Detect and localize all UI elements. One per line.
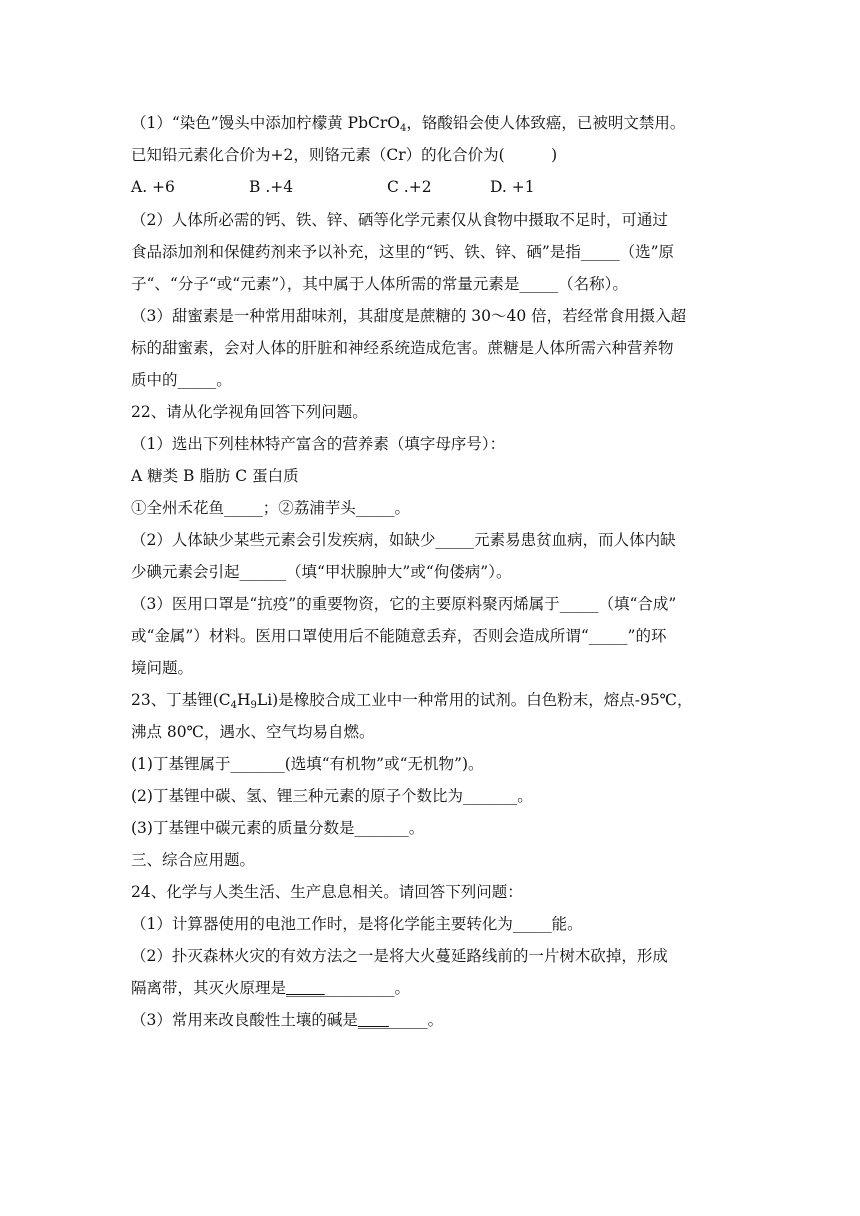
q22-part2-line2: 少碘元素会引起______（填“甲状腺肿大”或“佝偻病”）。 bbox=[131, 563, 512, 581]
q21-part1-text-end: ，铬酸铅会使人体致癌，已被明文禁用。 bbox=[406, 114, 686, 132]
q24-part2-line1: （2）扑灭森林火灾的有效方法之一是将大火蔓延路线前的一片树木砍掉，形成 bbox=[131, 947, 668, 965]
option-c: C .+2 bbox=[387, 178, 432, 196]
q24-part1: （1）计算器使用的电池工作时，是将化学能主要转化为_____能。 bbox=[131, 915, 583, 933]
option-d: D. +1 bbox=[490, 178, 535, 196]
q23-part2: (2)丁基锂中碳、氢、锂三种元素的原子个数比为_______。 bbox=[131, 787, 533, 805]
answer-blank: ____ bbox=[357, 1011, 389, 1029]
q22-part3-line2: 或“金属”）材料。医用口罩使用后不能随意丢弃，否则会造成所谓“_____”的环 bbox=[131, 627, 667, 645]
q23-text-a: 23、丁基锂(C bbox=[131, 691, 231, 709]
q24-part2-text: 隔离带，其灭火原理是 bbox=[131, 979, 287, 997]
q23-line1 bbox=[131, 690, 693, 710]
q22-part1-choices: A 糖类 B 脂肪 C 蛋白质 bbox=[131, 467, 299, 485]
q23-text-b: H bbox=[237, 691, 251, 709]
q21-part3-line2: 标的甜蜜素，会对人体的肝脏和神经系统造成危害。蔗糖是人体所需六种营养物 bbox=[131, 339, 674, 357]
q21-part3-line3: 质中的_____。 bbox=[131, 371, 232, 389]
option-b: B .+4 bbox=[249, 178, 294, 196]
q24-part2-line2 bbox=[131, 978, 410, 998]
section-title: 三、综合应用题。 bbox=[131, 851, 256, 869]
q21-part2-line2: 食品添加剂和保健药剂来予以补充，这里的“钙、铁、锌、硒”是指_____（选”原 bbox=[131, 243, 675, 261]
formula-subscript-c: 4 bbox=[230, 700, 238, 711]
q22-part3-line1: （3）医用口罩是“抗疫”的重要物资，它的主要原料聚丙烯属于_____（填“合成” bbox=[131, 595, 677, 613]
q21-part2-line3: 子“、“分子“或“元素”），其中属于人体所需的常量元素是_____（名称）。 bbox=[131, 275, 628, 293]
q23-line2: 沸点 80℃，遇水、空气均易自燃。 bbox=[131, 723, 375, 741]
option-a: A. +6 bbox=[131, 178, 175, 196]
q22-part2-line1: （2）人体缺少某些元素会引发疾病，如缺少_____元素易患贫血病，而人体内缺 bbox=[131, 531, 676, 549]
formula-subscript: 4 bbox=[399, 123, 407, 134]
answer-blank: _____ bbox=[286, 979, 325, 997]
q24-part2-text-end: _________。 bbox=[324, 979, 411, 997]
q22-part1-line1: （1）选出下列桂林特产富含的营养素（填字母序号）： bbox=[131, 435, 506, 453]
q22-title: 22、请从化学视角回答下列问题。 bbox=[131, 403, 368, 421]
q23-text-c: Li)是橡胶合成工业中一种常用的试剂。白色粉末，熔点-95℃， bbox=[256, 691, 693, 709]
q21-part1-line2: 已知铅元素化合价为+2，则铬元素（Cr）的化合价为( ) bbox=[131, 146, 558, 164]
q21-part1-line1 bbox=[131, 113, 685, 133]
q23-part3: (3)丁基锂中碳元素的质量分数是_______。 bbox=[131, 819, 425, 837]
q21-part3-line1: （3）甜蜜素是一种常用甜味剂，其甜度是蔗糖的 30～40 倍，若经常食用摄入超 bbox=[131, 307, 687, 325]
q21-part1-text: （1）“染色”馒头中添加柠檬黄 PbCrO bbox=[131, 114, 400, 132]
q24-part3 bbox=[131, 1010, 443, 1030]
formula-subscript-h: 9 bbox=[250, 700, 257, 711]
q23-part1: (1)丁基锂属于_______(选填“有机物”或“无机物”)。 bbox=[131, 755, 484, 773]
q24-part3-text-end: _____。 bbox=[388, 1011, 444, 1029]
q24-title: 24、化学与人类生活、生产息息相关。请回答下列问题： bbox=[131, 883, 523, 901]
q24-part3-text: （3）常用来改良酸性土壤的碱是 bbox=[131, 1011, 358, 1029]
q22-part3-line3: 境问题。 bbox=[131, 659, 194, 677]
q22-part1-blanks: ①全州禾花鱼_____；②荔浦芋头_____。 bbox=[131, 499, 411, 517]
q21-part2-line1: （2）人体所必需的钙、铁、锌、硒等化学元素仅从食物中摄取不足时，可通过 bbox=[131, 211, 668, 229]
